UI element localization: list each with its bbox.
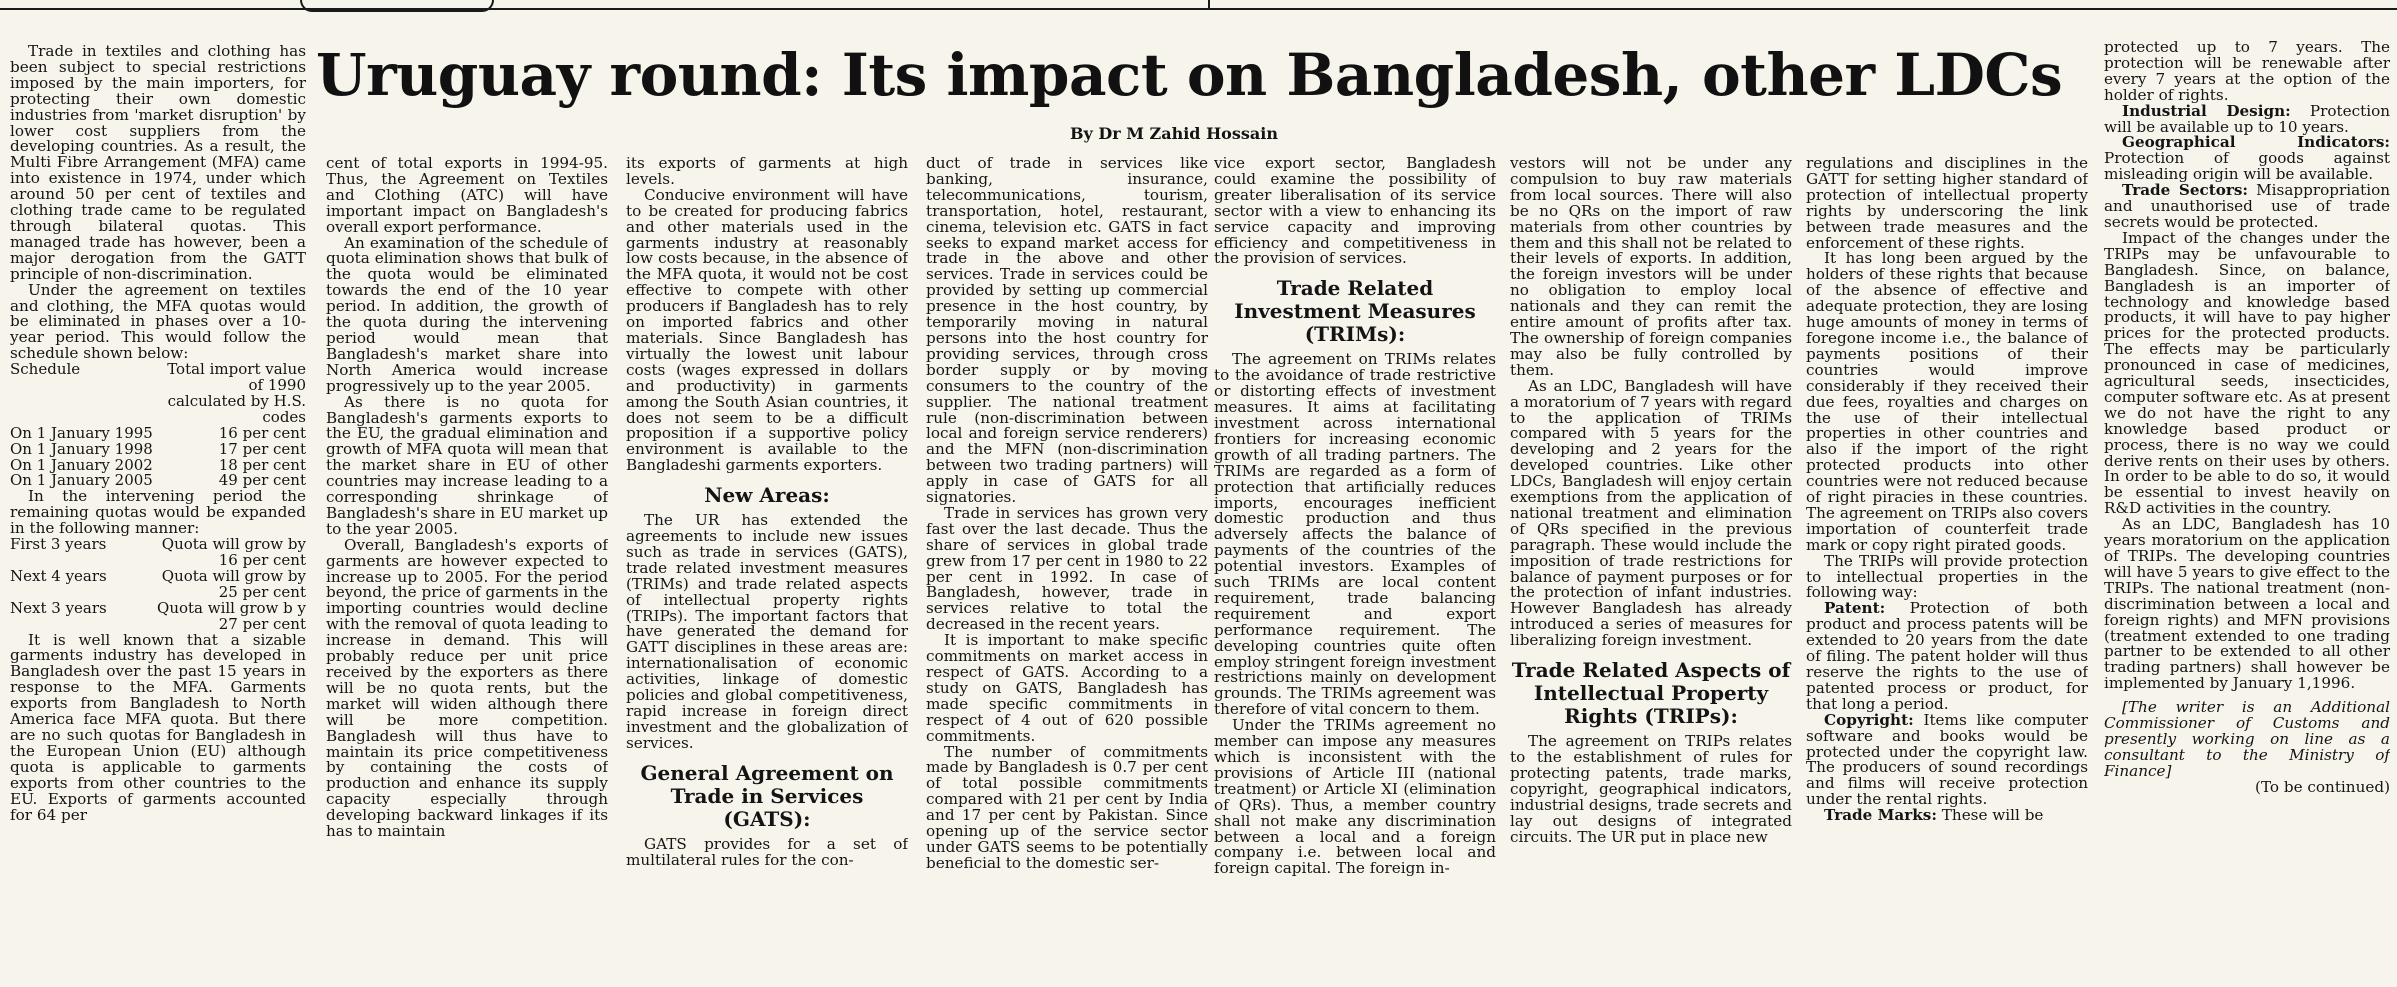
design-paragraph — [2104, 101, 2390, 136]
col4-paragraph: Trade in services has grown very fast over the last decade. Thus the share of services in global trade grew from 17 per cent in 1980 to 22 per cent in 1992. In case of Bangladesh, however, trade in services relative to total the decreased in the recent years. — [926, 503, 1208, 634]
page-top-rule — [0, 0, 2397, 12]
col6-paragraph: The agreement on TRIPs relates to the establishment of rules for protecting patents, trade marks, copyright, geographical indicators, industrial designs, trade secrets and lay out designs of integrated circuits. The UR put in place new — [1510, 732, 1792, 846]
trademarks-label: Trade Marks: — [1824, 806, 1937, 825]
col2-paragraph: Overall, Bangladesh's exports of garments are however expected to increase up to 2005. For the period beyond, the price of garments in the importing countries would decline with the removal of quota leading to increase in demand. This will probably reduce per unit price received by the exporters as there will be no quota rents, but the market will widen although there will be more competition. Bangladesh will thus have to maintain its price competitiveness by containing the costs of production and enhance its supply capacity especially through developing backward linkages if its has to maintain — [326, 535, 608, 841]
growth-row — [10, 598, 306, 633]
schedule-date: On 1 January 2002 — [10, 455, 153, 474]
schedule-value: 49 per cent — [218, 471, 306, 490]
growth-value: Quota will grow by 16 per cent — [161, 535, 306, 569]
col7-paragraph: regulations and disciplines in the GATT for setting higher standard of protection of intellectual property rights by underscoring the link between trade measures and the enforcement of these rights. — [1806, 156, 2088, 252]
col2-paragraph: cent of total exports in 1994-95. Thus, the Agreement on Textiles and Clothing (ATC) will have important impact on Bangladesh's overall export performance. — [326, 156, 608, 236]
col1-paragraph: In the intervening period the remaining quotas would be expanded in the following manner: — [10, 487, 306, 538]
column-3 — [626, 156, 908, 984]
column-2 — [326, 156, 608, 984]
growth-row — [10, 566, 306, 601]
schedule-header-right: Total import value of 1990 calculated by H.S. codes — [167, 360, 306, 426]
column-8 — [2104, 40, 2390, 984]
col5-paragraph: Under the TRIMs agreement no member can impose any measures which is inconsistent with the provisions of Article III (national treatment) or Article XI (elimination of QRs). Thus, a member country shall not make any discrimination between a local and a foreign company i.e. between local and foreign capital. The foreign in- — [1214, 716, 1496, 878]
copyright-text: Items like computer software and books would be protected under the copyright law. The producers of sound recordings and films will receive protection under the rental rights. — [1806, 710, 2088, 809]
column-7 — [1806, 156, 2088, 984]
design-label: Industrial Design: — [2122, 101, 2291, 120]
secrets-paragraph — [2104, 183, 2390, 231]
geo-text: Protection of goods against misleading origin will be available. — [2104, 149, 2390, 184]
col7-paragraph: It has long been argued by the holders of these rights that because of the absence of effective and adequate protection, they are losing huge amounts of money in terms of foregone income i.e., the balance of payments positions of their countries would improve considerably if they received their due fees, royalties and charges on the use of their intellectual properties in other countries and also if the import of the right protected products into other countries were not reduced because of right piracies in these countries. The agreement on TRIPs also covers importation of counterfeit trade mark or copy right pirated goods. — [1806, 249, 2088, 554]
col4-paragraph: The number of commitments made by Bangladesh is 0.7 per cent of total possible commitments compared with 21 per cent by India and 17 per cent by Pakistan. Since opening up of the service sector under GATS seems to be potentially beneficial to the domestic ser- — [926, 742, 1208, 872]
subheading-trims: Trade Related Investment Measures (TRIMs): — [1234, 276, 1476, 347]
author-note: [The writer is an Additional Commissioner of Customs and presently working on line as a consultant to the Ministry of Finance] — [2104, 698, 2390, 780]
subheading-new-areas: New Areas: — [704, 483, 830, 508]
col8-paragraph: protected up to 7 years. The protection will be renewable after every 7 years at the option of the holder of rights. — [2104, 40, 2390, 104]
growth-period: First 3 years — [10, 535, 107, 554]
col4-paragraph: It is important to make specific commitments on market access in respect of GATS. According to a study on GATS, Bangladesh has made specific commitments in respect of 4 out of 620 possible commitments. — [926, 631, 1208, 745]
to-be-continued: (To be continued) — [2255, 777, 2390, 796]
col4-paragraph: duct of trade in services like banking, insurance, telecommunications, tourism, transportation, hotel, restaurant, cinema, television etc. GATS in fact seeks to expand market access for trade in the above and other services. Trade in services could be provided by setting up commercial presence in the host country, by temporarily moving in natural persons into the host country for providing services, through cross border supply or by moving consumers to the country of the supplier. The national treatment rule (non-discrimination between local and foreign service renderers) and the MFN (non-discrimination between two trading partners) will apply in case of GATS for all signatories. — [926, 156, 1208, 507]
growth-value: Quota will grow by 25 per cent — [161, 566, 306, 601]
column-6 — [1510, 156, 1792, 984]
column-4 — [926, 156, 1208, 984]
geo-label: Geographical Indicators: — [2122, 133, 2390, 152]
secrets-text: Misappropriation and unauthorised use of trade secrets would be protected. — [2104, 181, 2390, 231]
schedule-date: On 1 January 1998 — [10, 439, 153, 458]
geo-paragraph — [2104, 135, 2390, 183]
col8-paragraph: Impact of the changes under the TRIPs may be unfavourable to Bangladesh. Since, on balance, Bangladesh is an importer of technology and knowledge based products, it will have to pay higher prices for the protected products. The effects may be particularly pronounced in case of medicines, agricultural seeds, insecticides, computer software etc. As at present we do not have the right to any knowledge based product or process, there is no way we could derive rents on their uses by others. In order to be able to do so, it would be essential to invest heavily on R&D activities in the country. — [2104, 228, 2390, 518]
top-rule-separator — [1208, 0, 1210, 10]
trademarks-text: These will be — [1941, 806, 2044, 825]
design-text: Protection will be available up to 10 years. — [2104, 101, 2390, 136]
subheading-trips: Trade Related Aspects of Intellectual Property Rights (TRIPs): — [1511, 658, 1791, 729]
schedule-value: 17 per cent — [218, 439, 306, 458]
growth-value: Quota will grow b y 27 per cent — [157, 598, 306, 633]
col8-paragraph: As an LDC, Bangladesh has 10 years moratorium on the application of TRIPs. The developing countries will have 5 years to give effect to the TRIPs. The national treatment (non-discrimination between a local and foreign rights) and MFN provisions (treatment extended to one trading partner to be extended to all other trading partners) shall however be implemented by January 1,1996. — [2104, 515, 2390, 693]
quota-growth-table — [10, 537, 306, 632]
col3-paragraph: its exports of garments at high levels. — [626, 156, 908, 188]
schedule-header-left: Schedule — [10, 360, 81, 379]
schedule-header-row — [10, 362, 306, 426]
schedule-value: 18 per cent — [218, 455, 306, 474]
article-byline: By Dr M Zahid Hossain — [1070, 124, 1278, 143]
trademarks-paragraph — [1806, 808, 2088, 824]
subheading-gats: General Agreement on Trade in Services (GATS): — [640, 760, 894, 831]
col5-paragraph: vice export sector, Bangladesh could examine the possibility of greater liberalisation of its service sector with a view to enhancing its service capacity and improving efficiency and competitiveness in the provision of services. — [1214, 156, 1496, 268]
col1-paragraph: Trade in textiles and clothing has been subject to special restrictions imposed by the main importers, for protecting their own domestic industries from 'market disruption' by lower cost suppliers from the developing countries. As a result, the Multi Fibre Arrangement (MFA) came into existence in 1974, under which around 50 per cent of textiles and clothing trade came to be regulated through bilateral quotas. This managed trade has however, been a major derogation from the GATT principle of non-discrimination. — [10, 44, 306, 283]
schedule-date: On 1 January 1995 — [10, 423, 153, 442]
secrets-label: Trade Sectors: — [2122, 181, 2249, 200]
col1-paragraph: Under the agreement on textiles and clothing, the MFA quotas would be eliminated in phases over a 10-year period. This would follow the schedule shown below: — [10, 280, 306, 363]
schedule-value: 16 per cent — [218, 423, 306, 442]
article-headline: Uruguay round: Its impact on Bangladesh, other LDCs — [316, 41, 2063, 109]
copyright-label: Copyright: — [1824, 710, 1914, 729]
col2-paragraph: An examination of the schedule of quota elimination shows that bulk of the quota would be eliminated towards the end of the 10 year period. In addition, the growth of the quota during the intervening period would mean that Bangladesh's market share into North America would increase progressively up to the year 2005. — [326, 233, 608, 395]
schedule-date: On 1 January 2005 — [10, 471, 153, 490]
patent-label: Patent: — [1824, 599, 1886, 618]
col5-paragraph: The agreement on TRIMs relates to the avoidance of trade restrictive or distorting effects of investment measures. It aims at facilitating investment across international frontiers for increasing economic growth of all trading partners. The TRIMs are regarded as a form of protection that artificially reduces imports, encourages inefficient domestic production and thus adversely affects the balance of payments of the countries of the potential investors. Examples of such TRIMs are local content requirement, trade balancing requirement and export performance requirement. The developing countries quite often employ stringent foreign investment restrictions mainly on development grounds. The TRIMs agreement was therefore of vital concern to them. — [1214, 350, 1496, 719]
col7-paragraph: The TRIPs will provide protection to intellectual properties in the following way: — [1806, 551, 2088, 602]
col2-paragraph: As there is no quota for Bangladesh's garments exports to the EU, the gradual elimination and growth of MFA quota will mean that the market share in EU of other countries may increase leading to a corresponding shrinkage of Bangladesh's share in EU market up to the year 2005. — [326, 392, 608, 538]
col6-paragraph: vestors will not be under any compulsion to buy raw materials from local sources. There will also be no QRs on the import of raw materials from other countries by them and this shall not be related to their levels of exports. In addition, the foreign investors will be under no obligation to employ local nationals and they can remit the entire amount of profits after tax. The ownership of foreign companies may also be fully controlled by them. — [1510, 156, 1792, 379]
col3-paragraph: The UR has extended the agreements to include new issues such as trade in services (GATS), trade related investment measures (TRIMs) and trade related aspects of intellectual property rights (TRIPs). The important factors that have generated the demand for GATT disciplines in these areas are: internationalisation of economic activities, linkage of domestic policies and global competitiveness, rapid increase in foreign direct investment and the globalization of services. — [626, 511, 908, 752]
col3-paragraph: GATS provides for a set of multilateral rules for the con- — [626, 834, 908, 869]
column-5 — [1214, 156, 1496, 984]
growth-row — [10, 537, 306, 569]
col1-paragraph: It is well known that a sizable garments industry has developed in Bangladesh over the past 15 years in response to the MFA. Garments exports from Bangladesh to North America face MFA quota. But there are no such quotas for Bangladesh in the European Union (EU) although quota is applicable to garments exports from other countries to the EU. Exports of garments accounted for 64 per — [10, 630, 306, 824]
patent-text: Protection of both product and process patents will be extended to 20 years from the date of filing. The patent holder will thus reserve the rights to the use of patented process or product, for that long a period. — [1806, 599, 2088, 713]
quota-schedule-table — [10, 362, 306, 489]
top-rule-tab — [300, 0, 494, 12]
col3-paragraph: Conducive environment will have to be created for producing fabrics and other materials used in the garments industry at reasonably low costs because, in the absence of the MFA quota, it would not be cost effective to compete with other producers if Bangladesh has to rely on imported fabrics and other materials. Since Bangladesh has virtually the lowest unit labour costs (wages expressed in dollars and productivity) in garments among the South Asian countries, it does not seem to be a difficult proposition if a supportive policy environment is available to the Bangladeshi garments exporters. — [626, 185, 908, 475]
col6-paragraph: As an LDC, Bangladesh will have a moratorium of 7 years with regard to the application of TRIMs compared with 5 years for the developing and 2 years for the developed countries. Like other LDCs, Bangladesh will enjoy certain exemptions from the application of national treatment and elimination of QRs specified in the previous paragraph. These would include the imposition of trade restrictions for balance of payment purposes or for the protection of infant industries. However Bangladesh has already introduced a series of measures for liberalizing foreign investment. — [1510, 376, 1792, 650]
patent-paragraph — [1806, 601, 2088, 712]
column-1 — [10, 44, 306, 984]
copyright-paragraph — [1806, 710, 2088, 809]
growth-period: Next 3 years — [10, 598, 107, 617]
growth-period: Next 4 years — [10, 566, 107, 585]
